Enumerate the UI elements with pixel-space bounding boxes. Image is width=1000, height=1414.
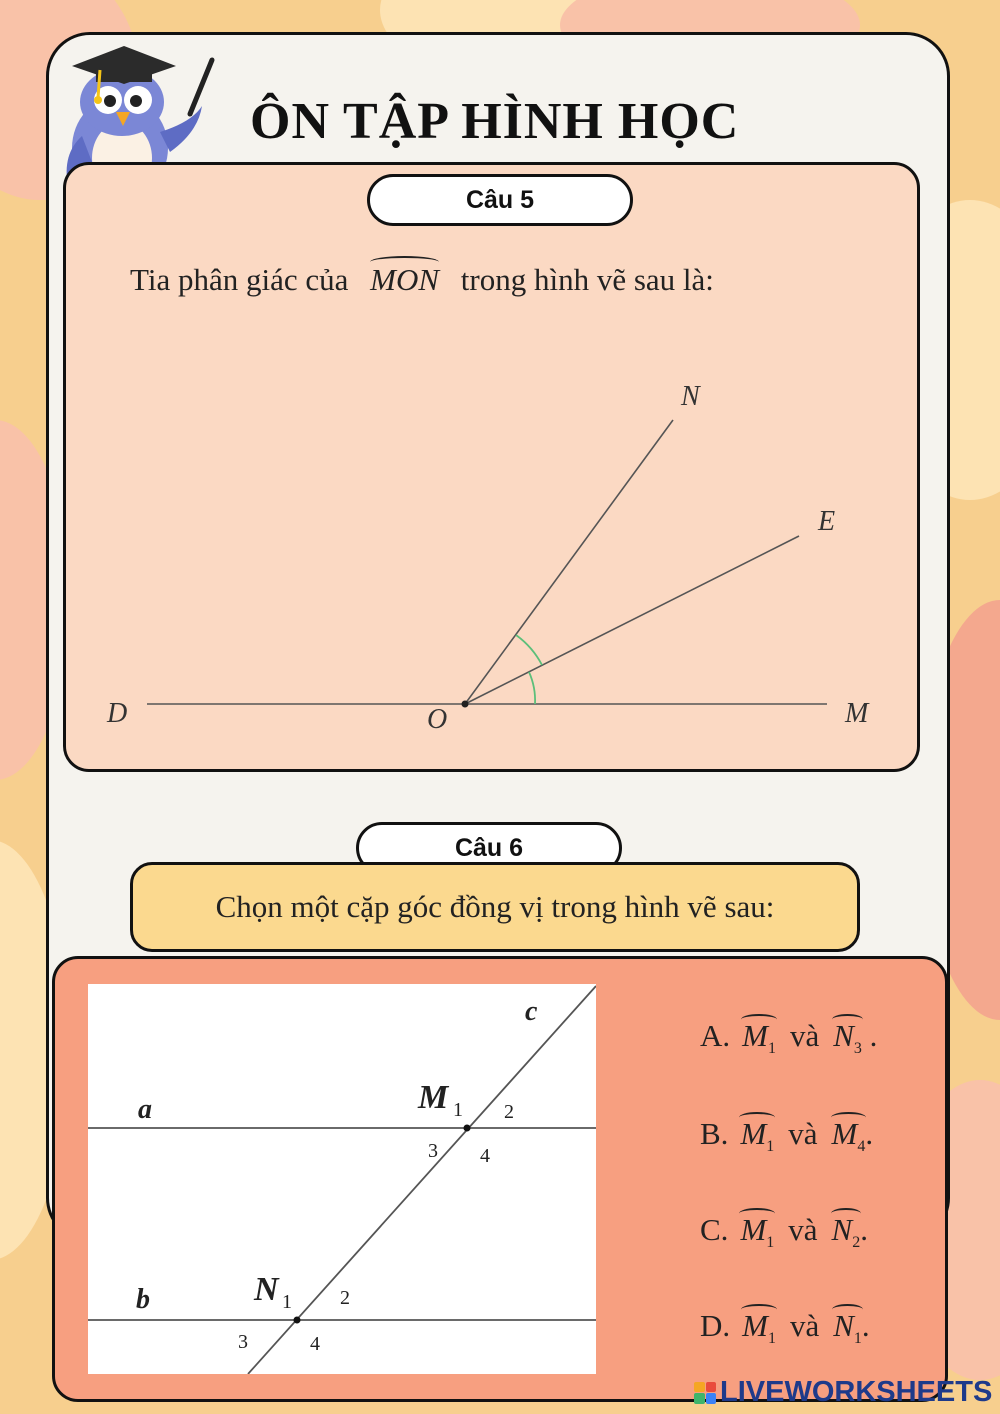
option-c[interactable]: C. $M_1$ và $N_2$ . [700, 1212, 868, 1252]
option-b-angle-1: $M_1$ [740, 1116, 774, 1156]
question-5-label: Câu 5 [367, 174, 633, 226]
angle-figure [63, 162, 920, 772]
label-m1: M [418, 1079, 449, 1116]
option-a-angle-2: $N_3$ [833, 1018, 862, 1058]
label-d: D [107, 698, 128, 729]
label-n: N [681, 381, 700, 412]
line-c [248, 986, 596, 1374]
option-c-angle-1: $M_1$ [740, 1212, 774, 1252]
ray-on [465, 420, 673, 704]
label-o: O [427, 704, 448, 735]
label-b: b [136, 1284, 150, 1315]
option-d-angle-2: $N_1$ [833, 1308, 862, 1348]
option-b[interactable]: B. $M_1$ và $M_4$ . [700, 1116, 873, 1156]
liveworksheets-logo: LIVEWORKSHEETS [694, 1376, 992, 1409]
point-o [462, 701, 469, 708]
label-n-angle-3: 3 [238, 1331, 248, 1353]
label-n-angle-2: 2 [340, 1287, 350, 1309]
option-a[interactable]: A. $M_1$ và $N_3$ . [700, 1018, 877, 1058]
liveworksheets-logo-icon [694, 1382, 716, 1404]
question-5-text-after: trong hình vẽ sau là: [460, 262, 714, 297]
option-c-angle-2: $N_2$ [832, 1212, 861, 1252]
page-title: ÔN TẬP HÌNH HỌC [250, 93, 740, 150]
label-n-angle-4: 4 [310, 1333, 320, 1355]
label-m1-sub: 1 [453, 1099, 463, 1121]
label-a: a [138, 1094, 152, 1125]
label-m-angle-3: 3 [428, 1140, 438, 1162]
label-n1: N [254, 1271, 279, 1308]
angle-mon: MON [370, 262, 439, 298]
option-d-angle-1: $M_1$ [742, 1308, 776, 1348]
parallel-lines-figure [88, 984, 596, 1374]
label-n1-sub: 1 [282, 1291, 292, 1313]
point-m [464, 1125, 471, 1132]
label-c: c [525, 996, 538, 1027]
question-6-text: Chọn một cặp góc đồng vị trong hình vẽ sau: [130, 862, 860, 952]
label-e: E [818, 506, 836, 537]
question-6-label: Câu 6 [356, 822, 622, 874]
label-m-angle-4: 4 [480, 1145, 490, 1167]
question-5-text-before: Tia phân giác của [130, 262, 349, 297]
point-n [294, 1317, 301, 1324]
option-b-angle-2: $M_4$ [832, 1116, 866, 1156]
label-m: M [845, 698, 869, 729]
ray-oe [465, 536, 799, 704]
angle-mark-eom [529, 672, 535, 704]
option-a-angle-1: $M_1$ [742, 1018, 776, 1058]
angle-mark-noe [516, 635, 542, 665]
option-d[interactable]: D. $M_1$ và $N_1$ . [700, 1308, 870, 1348]
label-m-angle-2: 2 [504, 1101, 514, 1123]
